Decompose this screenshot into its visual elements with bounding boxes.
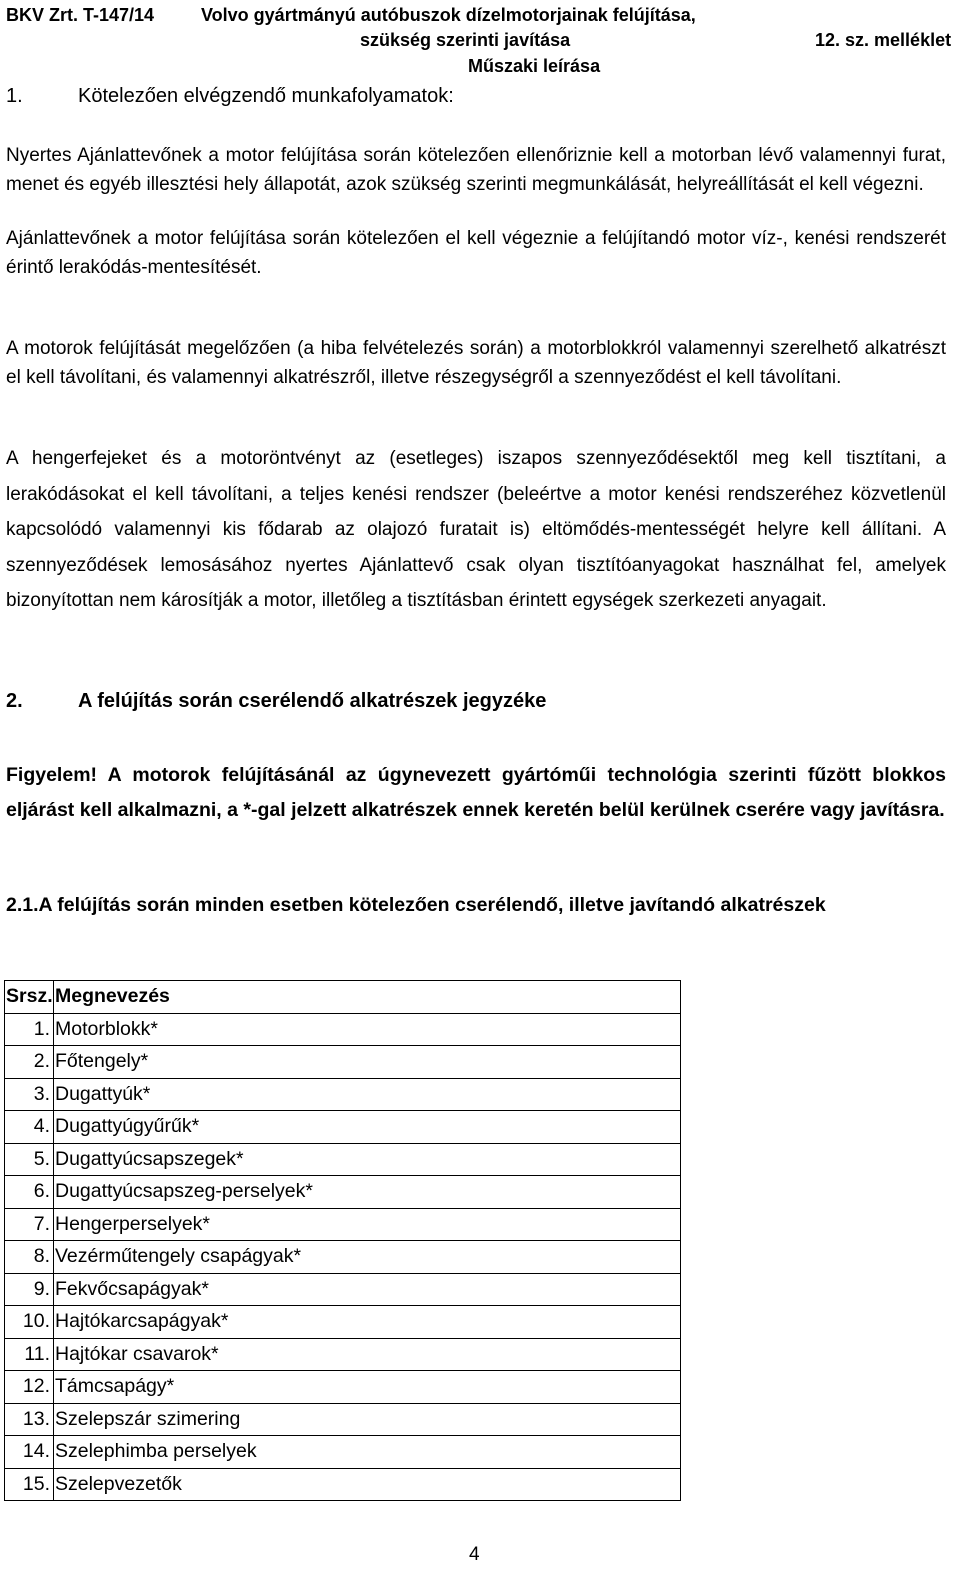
header-annex-label: 12. sz. melléklet — [815, 30, 952, 50]
row-number: 5. — [5, 1143, 54, 1176]
row-number: 8. — [5, 1241, 54, 1274]
row-part-name: Hajtókar csavarok* — [54, 1338, 681, 1371]
row-number: 6. — [5, 1176, 54, 1209]
paragraph-1: Nyertes Ajánlattevőnek a motor felújítása során kötelezően ellenőriznie kell a motorban lévő valamennyi furat, menet és egyéb illesztési hely állapotát, azok szükség szerinti megmunkálását, helyreállítását el kell végezni. — [6, 145, 946, 195]
page-number: 4 — [469, 1544, 480, 1565]
section1-title: Kötelezően elvégzendő munkafolyamatok: — [78, 85, 454, 107]
row-part-name: Vezérműtengely csapágyak* — [54, 1241, 681, 1274]
header-title-line2: szükség szerinti javítása — [360, 30, 571, 50]
row-number: 12. — [5, 1371, 54, 1404]
row-part-name: Motorblokk* — [54, 1013, 681, 1046]
row-part-name: Hengerperselyek* — [54, 1208, 681, 1241]
row-number: 11. — [5, 1338, 54, 1371]
row-number: 13. — [5, 1403, 54, 1436]
table-row — [5, 1143, 681, 1176]
paragraph-3: A motorok felújítását megelőzően (a hiba felvételezés során) a motorblokkról valamennyi szerelhető alkatrészt el kell távolítani, és valamennyi alkatrészről, illetve részegységről a szennyeződést el kell távolítani. — [6, 338, 946, 388]
row-number: 10. — [5, 1306, 54, 1339]
row-number: 14. — [5, 1436, 54, 1469]
table-row — [5, 1111, 681, 1144]
row-part-name: Szelepszár szimering — [54, 1403, 681, 1436]
row-number: 9. — [5, 1273, 54, 1306]
warning-notice: Figyelem! A motorok felújításánál az úgynevezett gyártóműi technológia szerinti fűzött blokkos eljárást kell alkalmazni, a *-gal jelzett alkatrészek ennek keretén belül kerülnek cserére vagy javításra. — [6, 764, 946, 821]
parts-table — [4, 980, 681, 1501]
section2-heading — [6, 688, 546, 714]
column-header-name: Megnevezés — [54, 981, 681, 1014]
table-row — [5, 1403, 681, 1436]
row-part-name: Szelepvezetők — [54, 1468, 681, 1501]
header-document-id: BKV Zrt. T-147/14 — [6, 5, 155, 25]
table-row — [5, 1306, 681, 1339]
table-row — [5, 1241, 681, 1274]
row-part-name: Dugattyúk* — [54, 1078, 681, 1111]
row-part-name: Támcsapágy* — [54, 1371, 681, 1404]
section1-number: 1. — [6, 85, 23, 107]
row-number: 7. — [5, 1208, 54, 1241]
table-row — [5, 1371, 681, 1404]
section2-title: A felújítás során cserélendő alkatrészek jegyzéke — [78, 690, 547, 712]
row-part-name: Szelephimba perselyek — [54, 1436, 681, 1469]
section2-number: 2. — [6, 690, 23, 712]
table-row — [5, 1046, 681, 1079]
paragraph-2: Ajánlattevőnek a motor felújítása során kötelezően el kell végeznie a felújítandó motor víz-, kenési rendszerét érintő lerakódás-mentesítését. — [6, 228, 946, 278]
section1-heading — [6, 84, 454, 108]
row-number: 3. — [5, 1078, 54, 1111]
row-number: 1. — [5, 1013, 54, 1046]
row-part-name: Dugattyúcsapszegek* — [54, 1143, 681, 1176]
table-row — [5, 1468, 681, 1501]
row-part-name: Fekvőcsapágyak* — [54, 1273, 681, 1306]
table-row — [5, 1208, 681, 1241]
row-part-name: Dugattyúgyűrűk* — [54, 1111, 681, 1144]
paragraph-4: A hengerfejeket és a motoröntvényt az (esetleges) iszapos szennyeződésektől meg kell tisztítani, a lerakódásokat el kell távolítani, a teljes kenési rendszer (beleértve a motor kenési rendszeréhez közvetlenül kapcsolódó valamennyi kis fődarab az olajozó furatait is) eltömődés-mentességét helyre kell állítani. A szennyeződések lemosásához nyertes Ajánlattevő csak olyan tisztítóanyagokat használhat fel, amelyek bizonyítottan nem károsítják a motor, illetőleg a tisztításban érintett egységek szerkezeti anyagait. — [6, 448, 946, 611]
table-row — [5, 1078, 681, 1111]
row-part-name: Dugattyúcsapszeg-perselyek* — [54, 1176, 681, 1209]
header-title-line1: Volvo gyártmányú autóbuszok dízelmotorjainak felújítása, — [201, 5, 696, 25]
header-title-line3: Műszaki leírása — [468, 56, 601, 76]
table-header-row — [5, 981, 681, 1014]
table-row — [5, 1338, 681, 1371]
row-part-name: Hajtókarcsapágyak* — [54, 1306, 681, 1339]
subsection-heading: 2.1.A felújítás során minden esetben kötelezően cserélendő, illetve javítandó alkatrészek — [6, 894, 826, 916]
table-row — [5, 1176, 681, 1209]
row-number: 2. — [5, 1046, 54, 1079]
table-row — [5, 1273, 681, 1306]
table-row — [5, 1436, 681, 1469]
row-number: 4. — [5, 1111, 54, 1144]
column-header-number: Srsz. — [5, 981, 54, 1014]
table-row — [5, 1013, 681, 1046]
row-number: 15. — [5, 1468, 54, 1501]
row-part-name: Főtengely* — [54, 1046, 681, 1079]
